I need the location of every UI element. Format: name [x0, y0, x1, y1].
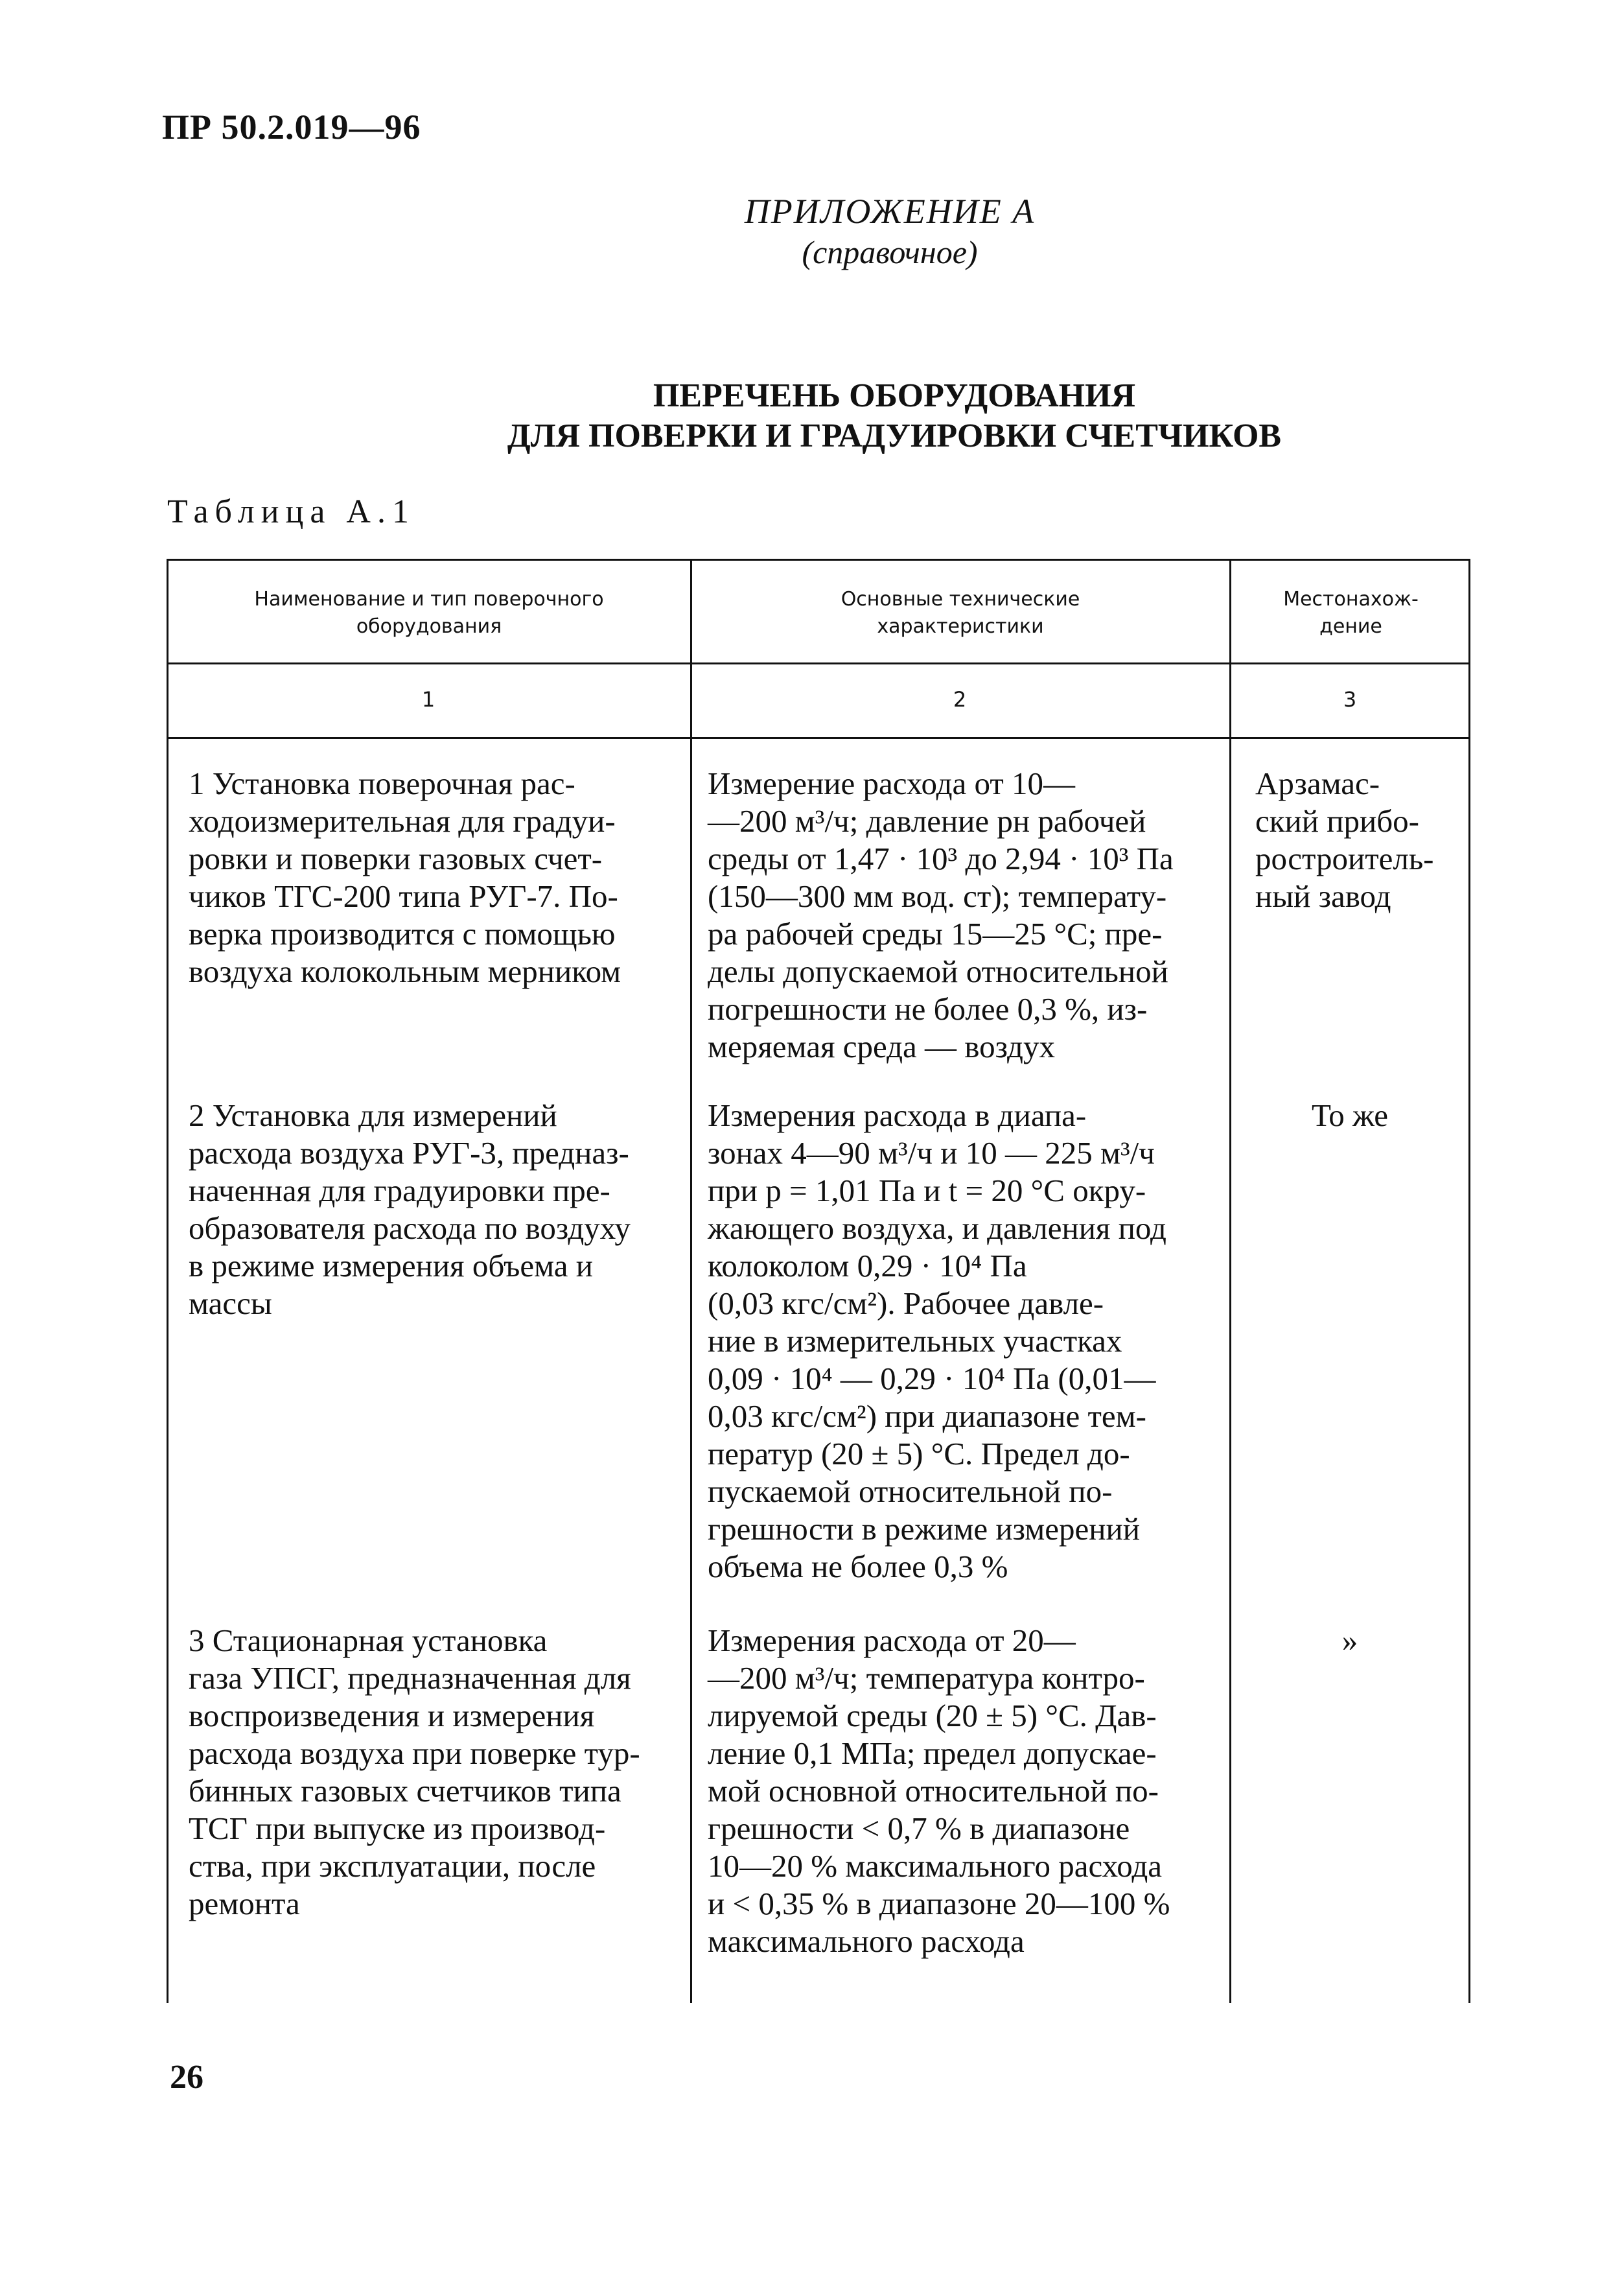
table-row-3-location	[1229, 1622, 1470, 1659]
row-2-location-text: То же	[1312, 1097, 1388, 1133]
row-1-specs-text: Измерение расхода от 10— —200 м³/ч; давление pн рабочей среды от 1,47 · 10³ до 2,94 · 10³ Па (150—300 мм вод. ст); температу- ра рабочей среды 15—25 °С; пре- делы допускаемой относительной погрешности не более 0,3 %, из- меряемая среда — воздух	[708, 766, 1174, 1064]
row-3-specs-text: Измерения расхода от 20— —200 м³/ч; температура контро- лируемой среды (20 ± 5) °С. Дав- ление 0,1 МПа; предел допускае- мой основной относительной по- грешности < 0,7 % в диапазоне 10—20 % максимального расхода и < 0,35 % в диапазоне 20—100 % максимального расхода	[708, 1623, 1170, 1959]
column-header-specs: Основные технические характеристики	[841, 588, 1080, 638]
row-3-name-text: 3 Стационарная установка газа УПСГ, предназначенная для воспроизведения и измерения расхода воздуха при поверке тур- бинных газовых счетчиков типа ТСГ при выпуске из производ- ства, при эксплуатации, после ремонта	[189, 1623, 640, 1921]
table-left-border	[167, 559, 168, 2003]
table-row-2-specs	[708, 1097, 1216, 1586]
column-divider-1	[690, 559, 692, 2003]
equipment-table	[167, 559, 1470, 2003]
table-top-border	[167, 559, 1470, 561]
document-title	[363, 376, 1426, 456]
table-label: Таблица А.1	[167, 493, 415, 530]
table-row-3-name	[189, 1622, 675, 1923]
table-row-1-name	[189, 765, 675, 990]
table-row-2-location	[1229, 1097, 1470, 1134]
column-number-1: 1	[421, 687, 435, 712]
row-2-name-text: 2 Установка для измерений расхода воздуха РУГ-3, предназ- наченная для градуировки пре- образователя расхода по воздуху в режиме измерения объема и массы	[189, 1097, 631, 1321]
appendix-title: ПРИЛОЖЕНИЕ А	[744, 192, 1036, 231]
appendix-subtitle: (справочное)	[802, 234, 978, 270]
header-bottom-border	[167, 662, 1470, 664]
document-code: ПР 50.2.019—96	[162, 108, 421, 146]
table-row-2-name	[189, 1097, 675, 1322]
table-right-border	[1468, 559, 1470, 2003]
page-number: 26	[170, 2059, 203, 2096]
row-3-location-text: »	[1341, 1623, 1358, 1658]
column-header-name: Наименование и тип поверочного оборудования	[254, 588, 604, 638]
table-row-3-specs	[708, 1622, 1216, 1960]
numbers-bottom-border	[167, 737, 1470, 739]
column-number-3: 3	[1343, 687, 1357, 712]
table-row-1-location	[1255, 765, 1463, 915]
row-1-location-text: Арзамас- ский прибо- ростроитель- ный завод	[1255, 766, 1434, 914]
table-row-1-specs	[708, 765, 1216, 1066]
title-line-1: ПЕРЕЧЕНЬ ОБОРУДОВАНИЯ	[653, 377, 1136, 414]
title-line-2: ДЛЯ ПОВЕРКИ И ГРАДУИРОВКИ СЧЕТЧИКОВ	[507, 417, 1282, 454]
column-header-location: Местонахож-дение	[1283, 588, 1419, 638]
column-divider-2	[1229, 559, 1231, 2003]
row-1-name-text: 1 Установка поверочная рас- ходоизмерительная для градуи- ровки и поверки газовых счет- чиков ТГС-200 типа РУГ-7. По- верка производится с помощью воздуха колокольным мерником	[189, 766, 621, 989]
column-number-2: 2	[953, 687, 967, 712]
row-2-specs-text: Измерения расхода в диапа- зонах 4—90 м³/ч и 10 — 225 м³/ч при p = 1,01 Па и t = 20 °С окру- жающего воздуха, и давления под колоколом 0,29 · 10⁴ Па (0,03 кгс/см²). Рабочее давле- ние в измерительных участках 0,09 · 10⁴ — 0,29 · 10⁴ Па (0,01— 0,03 кгс/см²) при диапазоне тем- ператур (20 ± 5) °С. Предел до- пускаемой относительной по- грешности в режиме измерений объема не более 0,3 %	[708, 1097, 1166, 1584]
